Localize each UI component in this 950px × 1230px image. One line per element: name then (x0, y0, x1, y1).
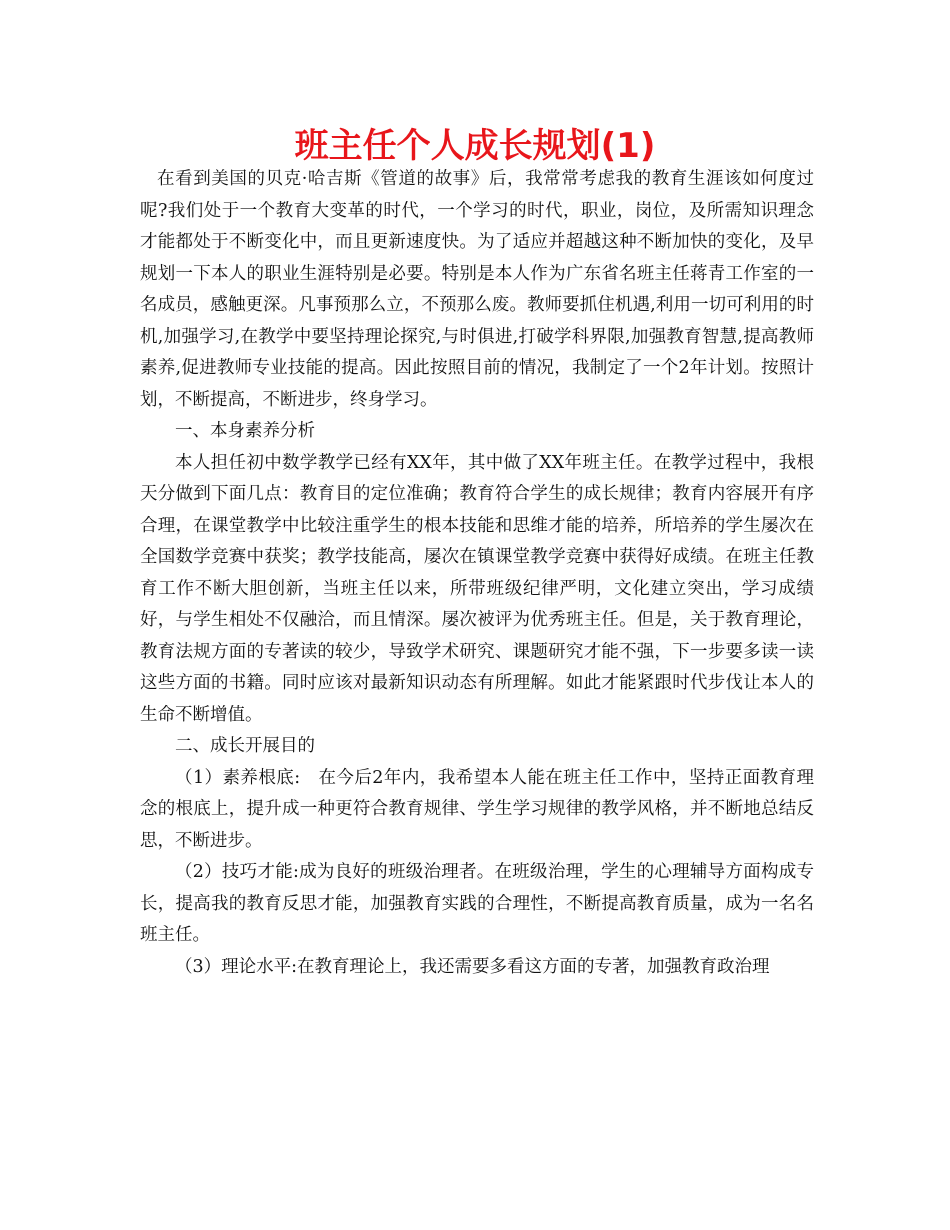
section-heading-self-analysis: 一、本身素养分析 (175, 421, 315, 441)
section-heading-growth-goals: 二、成长开展目的 (175, 736, 315, 756)
paragraph-intro: 在看到美国的贝克·哈吉斯《管道的故事》后，我常常考虑我的教育生涯该如何度过呢?我们处于一个教育大变革的时代，一个学习的时代，职业，岗位，及所需知识理念才能都处于不断变化中，而且更新速度快。为了适应并超越这种不断加快的变化，及早规划一下本人的职业生涯特别是必要。特别是本人作为广东省名班主任蒋青工作室的一名成员，感触更深。凡事预那么立，不预那么废。教师要抓住机遇,利用一切可利用的时机,加强学习,在教学中要坚持理论探究,与时俱进,打破学科界限,加强教育智慧,提高教师素养,促进教师专业技能的提高。因此按照目前的情况，我制定了一个2年计划。按照计划，不断提高，不断进步，终身学习。 (140, 169, 814, 410)
paragraph-goal-3: （3）理论水平:在教育理论上，我还需要多看这方面的专著，加强教育政治理 (175, 956, 770, 977)
paragraph-goal-1: （1）素养根底: 在今后2年内，我希望本人能在班主任工作中，坚持正面教育理念的根底上，提升成一种更符合教育规律、学生学习规律的教学风格，并不断地总结反思，不断进步。 (140, 767, 814, 851)
paragraph-goal-2: （2）技巧才能:成为良好的班级治理者。在班级治理，学生的心理辅导方面构成专长，提高我的教育反思才能，加强教育实践的合理性，不断提高教育质量，成为一名名班主任。 (140, 862, 814, 945)
paragraph-self-analysis: 本人担任初中数学教学已经有XX年，其中做了XX年班主任。在教学过程中，我根天分做到下面几点：教育目的定位准确；教育符合学生的成长规律；教育内容展开有序合理，在课堂教学中比较注重学生的根本技能和思维才能的培养，所培养的学生屡次在全国数学竞赛中获奖；教学技能高，屡次在镇课堂教学竞赛中获得好成绩。在班主任教育工作不断大胆创新，当班主任以来，所带班级纪律严明，文化建立突出，学习成绩好，与学生相处不仅融洽，而且情深。屡次被评为优秀班主任。但是，关于教育理论，教育法规方面的专著读的较少，导致学术研究、课题研究才能不强，下一步要多读一读这些方面的书籍。同时应该对最新知识动态有所理解。如此才能紧跟时代步伐让本人的生命不断增值。 (140, 452, 814, 725)
document-body (140, 164, 814, 983)
document-title: 班主任个人成长规划(1) (294, 126, 656, 166)
